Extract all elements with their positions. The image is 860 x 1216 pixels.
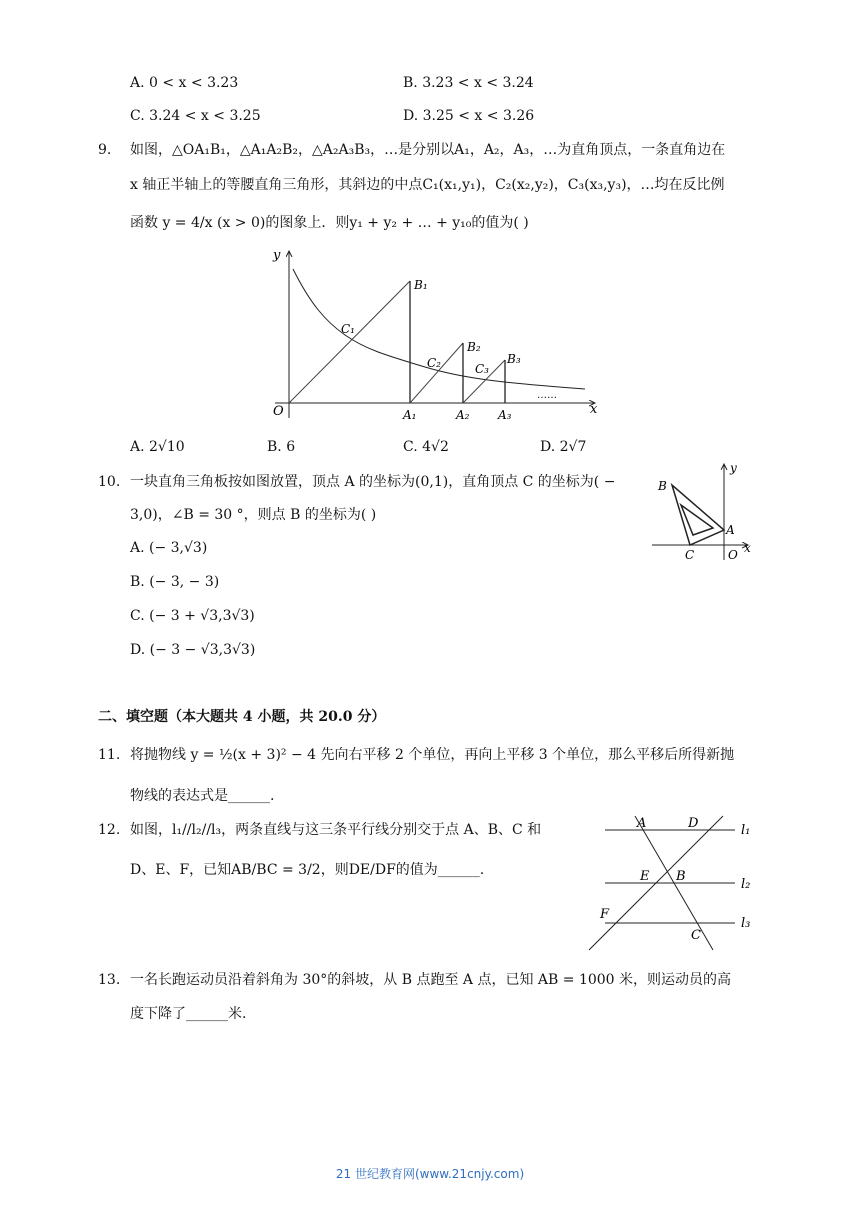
label-b3: B₃ [507, 352, 521, 366]
origin-label: O [273, 404, 284, 419]
q13-number: 13. [98, 972, 121, 988]
q13-text-line1: 一名长跑运动员沿着斜角为 30°的斜坡，从 B 点跑至 A 点，已知 AB = 1000 米，则运动员的高 [130, 972, 732, 988]
q9-figure [265, 243, 605, 423]
q11-text-line2: 物线的表达式是______. [130, 788, 275, 804]
q11-text-line1: 将抛物线 y = ½(x + 3)² − 4 先向右平移 2 个单位，再向上平移 3 个单位，那么平移后所得新抛 [130, 747, 735, 763]
q10-option-a: A. (− 3,√3) [130, 540, 208, 556]
q12-text-line2: D、E、F，已知AB/BC = 3/2，则DE/DF的值为______. [130, 862, 485, 878]
q8-option-b: B. 3.23 < x < 3.24 [403, 75, 534, 91]
q8-option-c: C. 3.24 < x < 3.25 [130, 108, 261, 124]
label-a1: A₁ [403, 408, 417, 422]
label-x: x [744, 541, 751, 555]
q12-number: 12. [98, 822, 121, 838]
label-a2: A₂ [456, 408, 470, 422]
x-axis-label: x [590, 402, 598, 417]
q10-option-c: C. (− 3 + √3,3√3) [130, 608, 255, 624]
q10-figure [648, 460, 758, 565]
label-l3: l₃ [741, 916, 751, 931]
q9-option-a: A. 2√10 [130, 439, 185, 455]
q10-option-b: B. (− 3, − 3) [130, 574, 220, 590]
section-title: 二、填空题（本大题共 4 小题，共 20.0 分） [98, 709, 386, 725]
label-c3: C₃ [475, 362, 489, 376]
label-a3: A₃ [498, 408, 512, 422]
label-c: C [691, 928, 701, 943]
label-y: y [730, 461, 737, 475]
q9-option-b: B. 6 [267, 439, 296, 455]
q10-text-line1: 一块直角三角板按如图放置，顶点 A 的坐标为(0,1)，直角顶点 C 的坐标为( − [130, 474, 616, 490]
continuation-dots: …… [537, 390, 557, 401]
q9-text-line1: 如图，△OA₁B₁，△A₁A₂B₂，△A₂A₃B₃，…是分别以A₁，A₂，A₃，…为直角顶点，一条直角边在 [130, 142, 726, 158]
label-e: E [640, 869, 650, 884]
q12-text-line1: 如图，l₁//l₂//l₃，两条直线与这三条平行线分别交于点 A、B、C 和 [130, 822, 542, 838]
page-footer: 21 世纪教育网(www.21cnjy.com) [335, 1167, 525, 1181]
label-c2: C₂ [427, 356, 441, 370]
label-b1: B₁ [414, 278, 428, 292]
q8-option-a: A. 0 < x < 3.23 [130, 75, 239, 91]
label-c: C [685, 548, 695, 562]
q9-text-line3: 函数 y = 4/x (x > 0)的图象上．则y₁ + y₂ + … + y₁₀的值为( ) [130, 215, 529, 231]
q10-text-line2: 3,0)，∠B = 30 °，则点 B 的坐标为( ) [130, 507, 377, 523]
label-b: B [658, 479, 667, 493]
label-c1: C₁ [341, 322, 355, 336]
q9-number: 9. [98, 142, 112, 158]
y-axis-label: y [273, 248, 281, 263]
q10-number: 10. [98, 474, 121, 490]
q9-option-c: C. 4√2 [403, 439, 449, 455]
hyperbola-curve [293, 269, 585, 389]
hypotenuse-2 [410, 343, 463, 403]
label-f: F [600, 907, 610, 922]
label-b2: B₂ [467, 340, 481, 354]
q12-figure [585, 810, 760, 955]
q8-option-d: D. 3.25 < x < 3.26 [403, 108, 535, 124]
label-a: A [637, 816, 647, 831]
label-a: A [726, 523, 735, 537]
q11-number: 11. [98, 747, 121, 763]
label-o: O [728, 548, 738, 562]
label-b: B [676, 869, 686, 884]
label-l1: l₁ [741, 823, 751, 838]
triangle-outer [672, 485, 724, 545]
q9-option-d: D. 2√7 [540, 439, 587, 455]
hypotenuse-1 [289, 281, 410, 403]
label-l2: l₂ [741, 877, 751, 892]
q13-text-line2: 度下降了______米. [130, 1006, 247, 1022]
q9-text-line2: x 轴正半轴上的等腰直角三角形，其斜边的中点C₁(x₁,y₁)，C₂(x₂,y₂)，C₃(x₃,y₃)，…均在反比例 [130, 177, 725, 193]
q10-option-d: D. (− 3 − √3,3√3) [130, 642, 256, 658]
label-d: D [688, 816, 699, 831]
